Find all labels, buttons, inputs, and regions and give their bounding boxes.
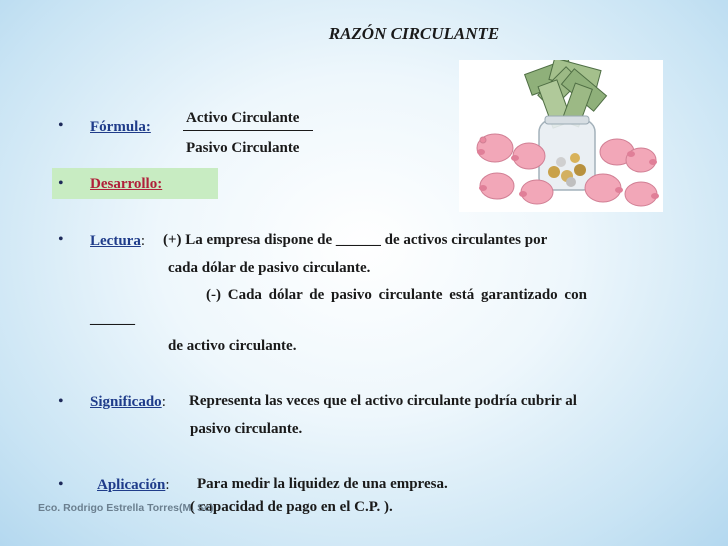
bullet-aplicacion: •: [58, 476, 64, 493]
piggy-bank-illustration: [459, 60, 663, 212]
desarrollo-label: Desarrollo:: [90, 176, 163, 192]
significado-heading: [90, 393, 166, 411]
aplicacion-heading: [97, 476, 170, 494]
lectura-line-3: (-) Cada dólar de pasivo circulante está garantizado con: [206, 287, 587, 303]
lectura-line-4: ______: [90, 311, 135, 327]
lectura-line-1: (+) La empresa dispone de ______ de activos circulantes por: [163, 232, 548, 248]
aplicacion-line-1: Para medir la liquidez de una empresa.: [197, 476, 448, 492]
bullet-desarrollo: •: [58, 175, 64, 192]
formula-numerator: Activo Circulante: [186, 110, 300, 126]
significado-colon: :: [161, 394, 166, 410]
lectura-line-2: cada dólar de pasivo circulante.: [168, 260, 371, 276]
aplicacion-line-2: ( capacidad de pago en el C.P. ).: [190, 499, 393, 515]
bullet-formula: •: [58, 117, 64, 134]
author-footer: Eco. Rodrigo Estrella Torres(M. Sc): [38, 502, 214, 514]
lectura-colon: :: [140, 233, 145, 249]
formula-label: Fórmula:: [90, 119, 151, 135]
bullet-significado: •: [58, 393, 64, 410]
lectura-line-5: de activo circulante.: [168, 338, 297, 354]
coin-jar-icon: [539, 116, 595, 190]
significado-line-1: Representa las veces que el activo circulante podría cubrir al: [189, 393, 577, 409]
bullet-lectura: •: [58, 231, 64, 248]
significado-line-2: pasivo circulante.: [190, 421, 303, 437]
piggy-bank-money-image: [459, 60, 663, 212]
formula-denominator: Pasivo Circulante: [186, 140, 300, 156]
fraction-bar: [183, 130, 313, 131]
lectura-label: Lectura: [90, 233, 141, 249]
lectura-heading: [90, 232, 145, 250]
slide-title: RAZÓN CIRCULANTE: [328, 24, 500, 43]
significado-label: Significado: [90, 394, 162, 410]
aplicacion-label: Aplicación: [97, 477, 166, 493]
aplicacion-colon: :: [165, 477, 170, 493]
